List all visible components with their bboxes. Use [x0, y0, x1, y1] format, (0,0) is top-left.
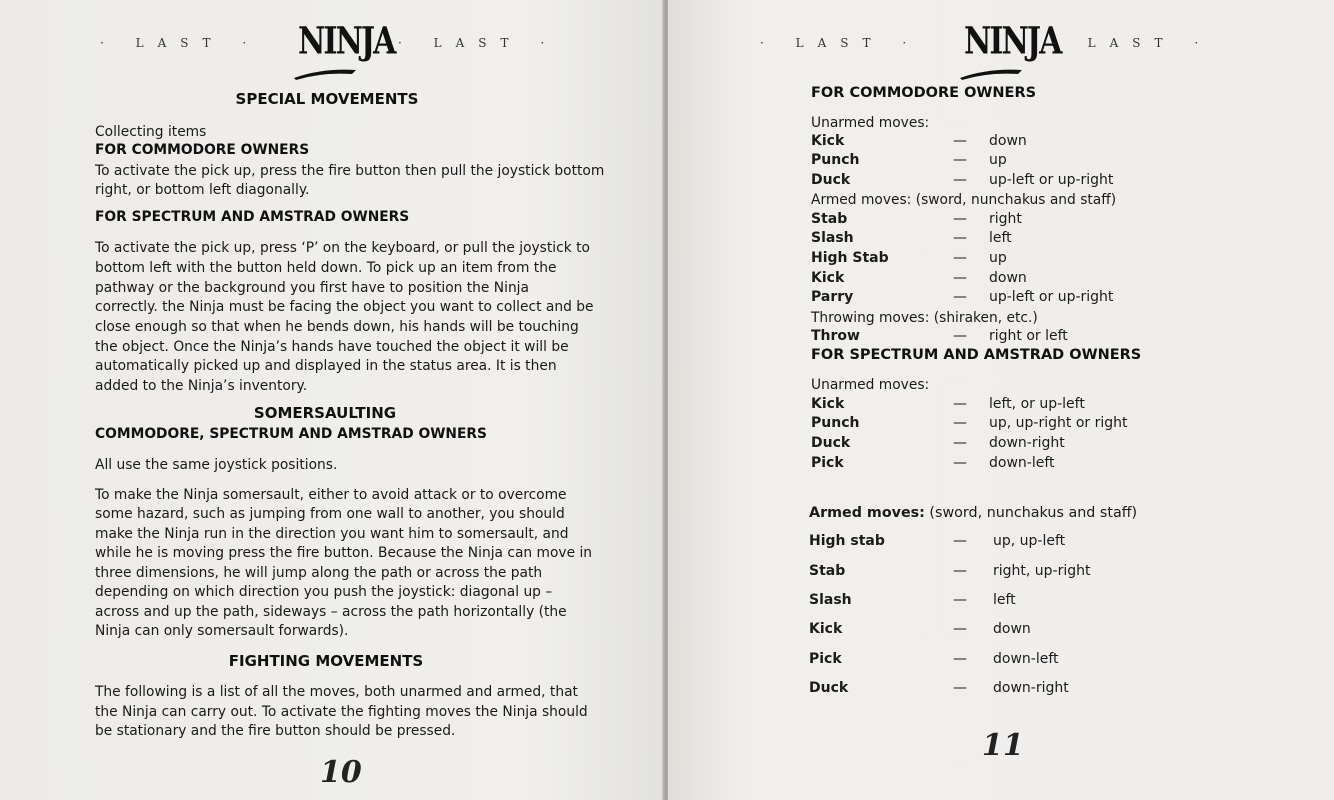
paragraph-line: close enough so that when he bends down, his hands will be touching — [95, 319, 579, 335]
paragraph-line: bottom left with the button held down. To pick up an item from the — [95, 260, 557, 276]
paragraph-line: Ninja can only somersault forwards). — [95, 623, 349, 639]
paragraph-line: added to the Ninja’s inventory. — [95, 378, 308, 394]
header-last-text: · LAST · — [100, 36, 261, 50]
paragraph-line: the object. Once the Ninja’s hands have touched the object it will be — [95, 339, 569, 355]
somersault-intro: All use the same joystick positions. — [95, 457, 338, 473]
paragraph-line: To activate the pick up, press the fire button then pull the joystick bottom — [95, 163, 605, 179]
page-header-right — [668, 14, 1334, 74]
throwing-label: Throwing moves: (shiraken, etc.) — [811, 310, 1038, 326]
ninja-logo: NINJA — [292, 20, 362, 78]
left-page — [0, 0, 664, 800]
commodore-heading: FOR COMMODORE OWNERS — [95, 142, 310, 158]
page-number: 11 — [982, 728, 1024, 763]
paragraph-line: three dimensions, he will jump along the path or across the path — [95, 565, 543, 581]
collecting-label: Collecting items — [95, 124, 207, 140]
paragraph-line: depending on which direction you push the joystick: diagonal up – — [95, 584, 553, 600]
paragraph-line: some hazard, such as jumping from one wall to another, you should — [95, 506, 565, 522]
spectrum-heading: FOR SPECTRUM AND AMSTRAD OWNERS — [95, 209, 410, 225]
fighting-movements-title: FIGHTING MOVEMENTS — [228, 652, 424, 670]
header-last-text: · LAST · — [398, 36, 559, 50]
paragraph-line: The following is a list of all the moves, both unarmed and armed, that — [95, 684, 578, 700]
commodore-heading: FOR COMMODORE OWNERS — [811, 85, 1037, 101]
armed-label: Armed moves: (sword, nunchakus and staff) — [811, 192, 1117, 208]
ninja-logo: NINJA — [958, 20, 1028, 78]
paragraph-line: the Ninja can carry out. To activate the fighting moves the Ninja should — [95, 704, 588, 720]
paragraph-line: across and up the path, sideways – across the path horizontally (the — [95, 604, 567, 620]
paragraph-line: To activate the pick up, press ‘P’ on the keyboard, or pull the joystick to — [95, 240, 590, 256]
paragraph-line: right, or bottom left diagonally. — [95, 182, 310, 198]
paragraph-line: make the Ninja run in the direction you want him to somersault, and — [95, 526, 569, 542]
paragraph-line: while he is moving press the fire button. Because the Ninja can move in — [95, 545, 593, 561]
page-header-left — [0, 14, 664, 74]
paragraph-line: To make the Ninja somersault, either to avoid attack or to overcome — [95, 487, 567, 503]
unarmed-label: Unarmed moves: — [811, 115, 930, 131]
armed-label: Armed moves: (sword, nunchakus and staff) — [809, 505, 1138, 521]
spectrum-heading: FOR SPECTRUM AND AMSTRAD OWNERS — [811, 347, 1142, 363]
somersault-heading: COMMODORE, SPECTRUM AND AMSTRAD OWNERS — [95, 426, 487, 442]
page-number: 10 — [320, 755, 362, 790]
header-last-text: · LAST · — [760, 36, 921, 50]
somersaulting-title: SOMERSAULTING — [253, 404, 397, 422]
paragraph-line: automatically picked up and displayed in the status area. It is then — [95, 358, 557, 374]
header-last-text: · LAST · — [1052, 36, 1213, 50]
paragraph-line: be stationary and the fire button should be pressed. — [95, 723, 456, 739]
special-movements-title: SPECIAL MOVEMENTS — [235, 90, 419, 108]
right-page: · LAST · NINJA · LAST · FOR COMMODORE OWNERS Unarmed moves: Kick — down Punch — up Duck — up-left or up-right Armed moves: (sword, nunchakus and staff) Stab — right Slash — left High Stab — up Kick — down Parry — up-left or up-right Throwing moves: (shiraken, etc.) Throw — right or left FOR SPECTRUM AND AMSTRAD OWNERS Unarmed moves: Kick — left, or up-left Punch — up, up-right or right Duck — down-right Pick — down-left Armed moves: (sword, nunchakus and staff) High stab — up, up-left Stab — right, up-right Slash — left Kick — down Pick — down-left Duck — down-right 11 — [668, 0, 1334, 800]
unarmed-label: Unarmed moves: — [811, 377, 930, 393]
paragraph-line: correctly. the Ninja must be facing the object you want to collect and be — [95, 299, 594, 315]
paragraph-line: pathway or the background you first have to position the Ninja — [95, 280, 529, 296]
